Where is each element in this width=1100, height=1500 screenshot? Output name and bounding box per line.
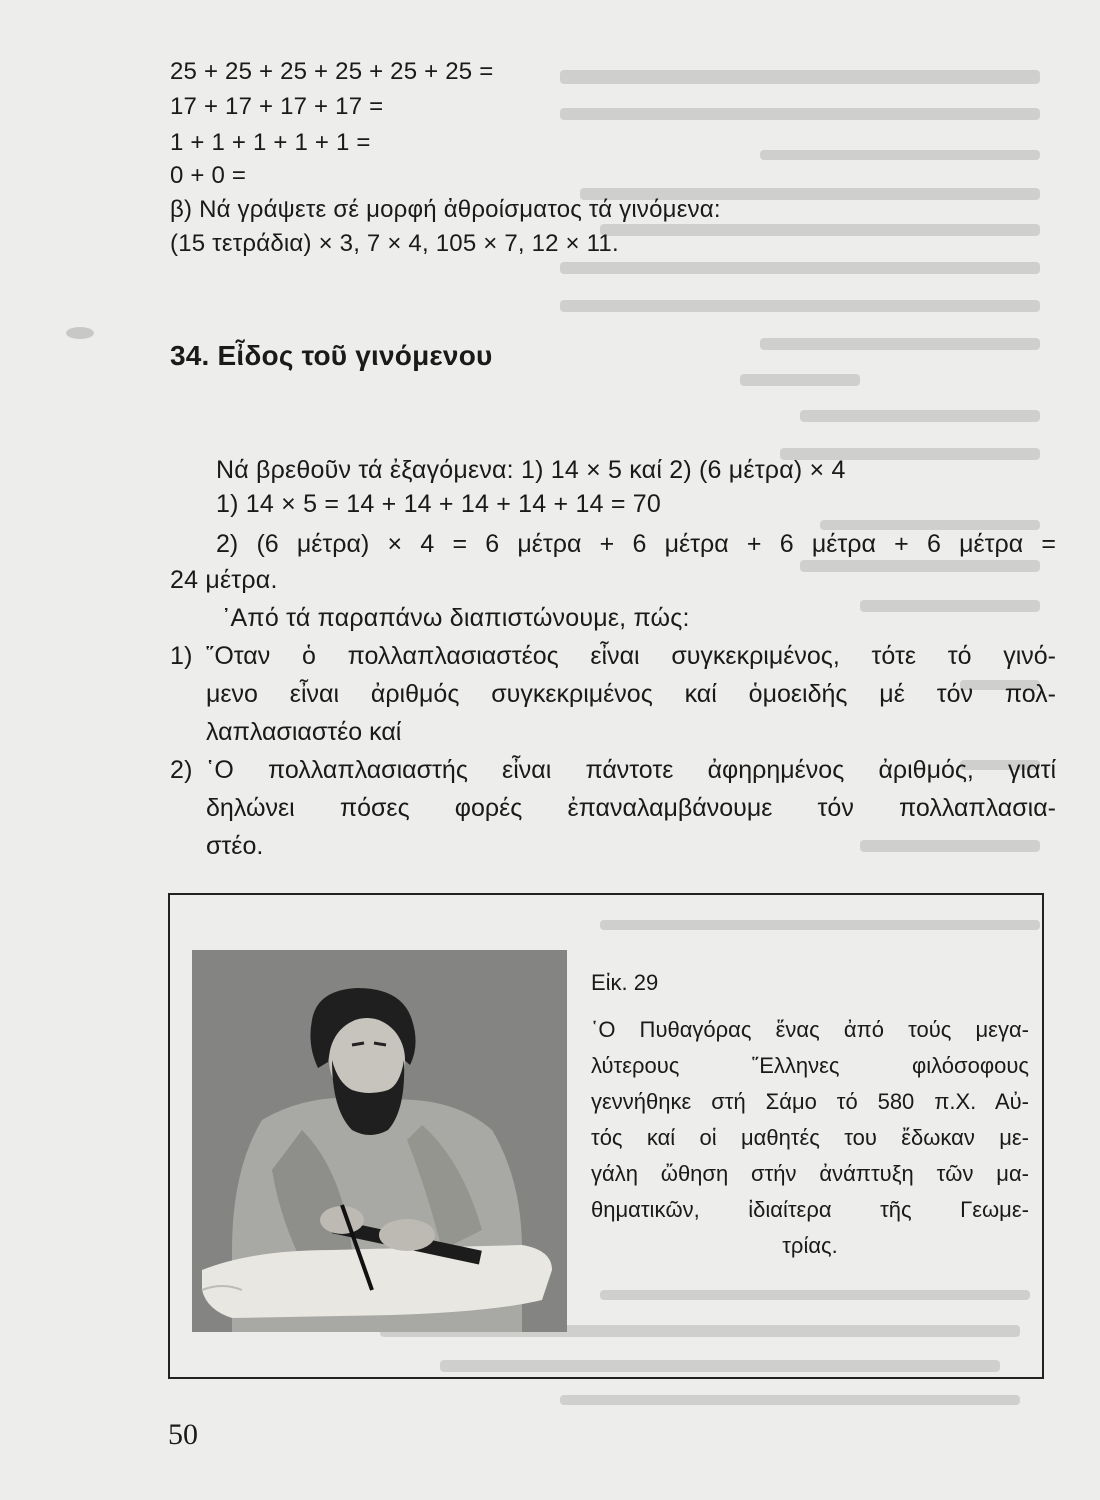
rule-2-number: 2)	[170, 756, 193, 784]
figure-caption	[591, 1012, 1029, 1264]
section-title: 34. Εἶδος τοῦ γινόμενου	[170, 340, 493, 371]
caption-line: θηματικῶν, ἰδιαίτερα τῆς Γεωμε-	[591, 1197, 1029, 1222]
caption-line: ῾Ο Πυθαγόρας ἕνας ἀπό τούς μεγα-	[591, 1017, 1029, 1042]
figure-label: Εἰκ. 29	[591, 970, 659, 995]
caption-line: τός καί οἱ μαθητές του ἔδωκαν με-	[591, 1125, 1029, 1150]
equation-line: 0 + 0 =	[170, 162, 247, 189]
page-number: 50	[168, 1418, 198, 1451]
pythagoras-illustration	[192, 950, 567, 1332]
equation-line: 25 + 25 + 25 + 25 + 25 + 25 =	[170, 58, 494, 85]
exercise-b-prompt: β) Νά γράψετε σέ μορφή ἀθροίσματος τά γινόμενα:	[170, 196, 721, 223]
exercise-b-items: (15 τετράδια) × 3, 7 × 4, 105 × 7, 12 × 11.	[170, 230, 619, 257]
caption-line: γάλη ὤθηση στήν ἀνάπτυξη τῶν μα-	[591, 1161, 1029, 1186]
solution-2: 2) (6 μέτρα) × 4 = 6 μέτρα + 6 μέτρα + 6 μέτρα + 6 μέτρα =	[216, 530, 1056, 558]
conclusion-intro: ᾿Από τά παραπάνω διαπιστώνουμε, πώς:	[222, 604, 690, 632]
task-statement: Νά βρεθοῦν τά ἐξαγόμενα: 1) 14 × 5 καί 2) (6 μέτρα) × 4	[216, 456, 846, 484]
rule-1-line: μενο εἶναι ἀριθμός συγκεκριμένος καί ὁμοειδής μέ τόν πολ-	[206, 680, 1056, 708]
rule-1-number: 1)	[170, 642, 193, 670]
caption-line: τρίας.	[782, 1233, 838, 1258]
rule-2-line: δηλώνει πόσες φορές ἐπαναλαμβάνουμε τόν πολλαπλασια-	[206, 794, 1056, 822]
caption-line: γεννήθηκε στή Σάμο τό 580 π.Χ. Αὐ-	[591, 1089, 1029, 1114]
equation-line: 1 + 1 + 1 + 1 + 1 =	[170, 129, 371, 156]
solution-2-result: 24 μέτρα.	[170, 566, 278, 594]
rule-2-line: ῾Ο πολλαπλασιαστής εἶναι πάντοτε ἀφηρημένος ἀριθμός, γιατί	[206, 756, 1056, 784]
solution-1: 1) 14 × 5 = 14 + 14 + 14 + 14 + 14 = 70	[216, 490, 661, 518]
caption-line: λύτερους ῞Ελληνες φιλόσοφους	[591, 1053, 1029, 1078]
rule-2-line: στέο.	[206, 832, 264, 860]
rule-1-line: ῞Οταν ὁ πολλαπλασιαστέος εἶναι συγκεκριμένος, τότε τό γινό-	[206, 642, 1056, 670]
equation-line: 17 + 17 + 17 + 17 =	[170, 93, 384, 120]
rule-1-line: λαπλασιαστέο καί	[206, 718, 402, 746]
